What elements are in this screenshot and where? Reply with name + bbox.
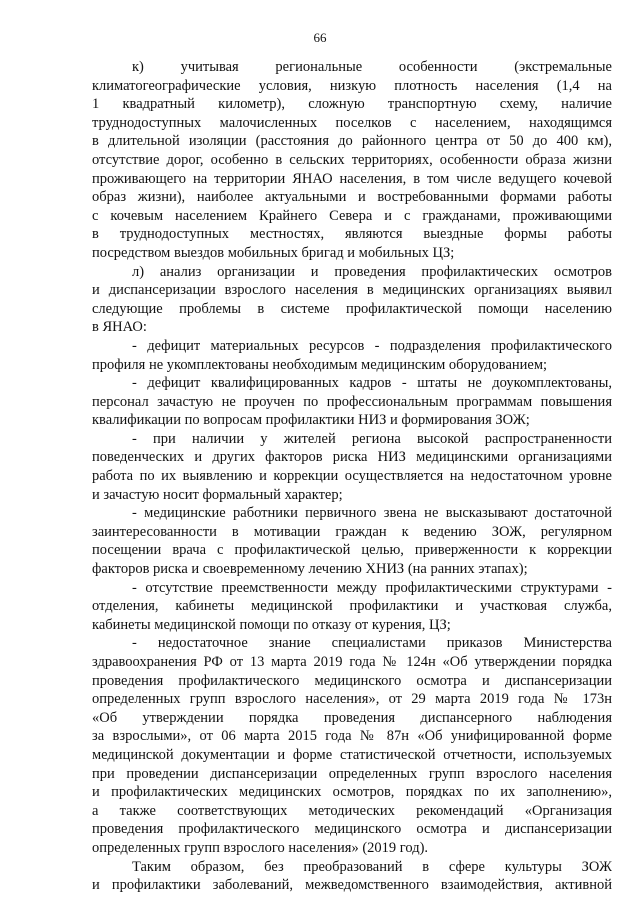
text-line: факторов риска и своевременному лечению ХНИЗ (на ранних этапах); — [92, 561, 528, 578]
text-line: персонал зачастую не проучен по профессиональным программам повышения — [92, 393, 612, 410]
text-line: в труднодоступных местностях, являются выездные формы работы — [92, 226, 612, 243]
text-line: к) учитывая региональные особенности (экстремальные — [132, 59, 612, 75]
text-line: и зачастую носит формальный характер; — [92, 486, 343, 503]
text-line: и диспансеризации взрослого населения в медицинских организациях выявил — [92, 282, 612, 299]
text-line: и профилактики заболеваний, межведомственного взаимодействия, активной — [92, 877, 612, 894]
text-line: - при наличии у жителей региона высокой распространенности — [132, 430, 612, 447]
text-line: отсутствие дорог, особенно в сельских территориях, особенности образа жизни — [92, 151, 612, 168]
text-line: л) анализ организации и проведения профилактических осмотров — [132, 263, 612, 280]
text-line: - медицинские работники первичного звена не высказывают достаточной — [132, 505, 612, 522]
text-line: за взрослыми», от 06 марта 2015 года № 87н «Об унифицированной форме — [92, 728, 612, 745]
text-line: кабинеты медицинской помощи по отказу от курения, ЦЗ; — [92, 616, 451, 633]
text-line: здравоохранения РФ от 13 марта 2019 года № 124н «Об утверждении порядка — [92, 654, 612, 670]
text-line: в ЯНАО: — [92, 319, 147, 336]
text-line: и профилактических медицинских осмотров, порядках по их заполнению», — [92, 784, 612, 801]
text-line: проведения профилактического медицинского осмотра и диспансеризации — [92, 821, 612, 838]
body-text — [92, 58, 612, 895]
text-line: - дефицит материальных ресурсов - подразделения профилактического — [132, 337, 612, 354]
text-line: с кочевым населением Крайнего Севера и с гражданами, проживающими — [92, 207, 612, 224]
text-line: отделения, кабинеты медицинской профилактики и участковая служба, — [92, 598, 612, 615]
text-line: следующие проблемы в системе профилактической помощи населению — [92, 300, 612, 317]
text-line: профиля не укомплектованы необходимым медицинским оборудованием; — [92, 356, 548, 373]
text-line: - отсутствие преемственности между профилактическими структурами - — [132, 579, 612, 596]
text-line: заинтересованности в мотивации граждан к ведению ЗОЖ, регулярном — [92, 523, 612, 540]
text-line: климатогеографические условия, низкую плотность населения (1,4 на — [92, 77, 612, 94]
text-line: проживающего на территории ЯНАО населения, в том числе ведущего кочевой — [92, 170, 612, 187]
text-line: определенных групп взрослого населения» (2019 год). — [92, 839, 429, 856]
text-line: посредством выездов мобильных бригад и мобильных ЦЗ; — [92, 244, 455, 261]
text-line: «Об утверждении порядка проведения диспансерного наблюдения — [92, 709, 612, 726]
text-line: работа по их выявлению и коррекции осуществляется на недостаточном уровне — [92, 468, 612, 485]
text-line: при проведении диспансеризации определенных групп взрослого населения — [92, 765, 612, 782]
text-line: посещении врача с профилактической целью, приверженности к коррекции — [92, 542, 612, 559]
text-line: - недостаточное знание специалистами приказов Министерства — [132, 635, 612, 652]
text-line: проведения профилактического медицинского осмотра и диспансеризации — [92, 672, 612, 689]
text-line: медицинской документации и форме статистической отчетности, используемых — [92, 746, 612, 763]
text-line: а также соответствующих методических рекомендаций «Организация — [92, 802, 612, 819]
text-line: - дефицит квалифицированных кадров - штаты не доукомплектованы, — [132, 375, 612, 392]
text-line: квалификации по вопросам профилактики НИЗ и формирования ЗОЖ; — [92, 412, 530, 429]
text-line: в длительной изоляции (расстояния до районного центра от 50 до 400 км), — [92, 133, 612, 150]
text-line: труднодоступных малочисленных поселков с населением, находящимся — [92, 114, 612, 131]
text-line: 1 квадратный километр), сложную транспортную схему, наличие — [92, 96, 612, 113]
page-number: 66 — [313, 30, 327, 45]
text-line: Таким образом, без преобразований в сфере культуры ЗОЖ — [132, 858, 612, 875]
text-line: образ жизни), наиболее актуальными и востребованными формами работы — [92, 189, 612, 206]
text-line: поведенческих и других факторов риска НИЗ медицинскими организациями — [92, 449, 612, 466]
text-line: определенных групп взрослого населения», от 29 марта 2019 года № 173н — [92, 691, 612, 708]
